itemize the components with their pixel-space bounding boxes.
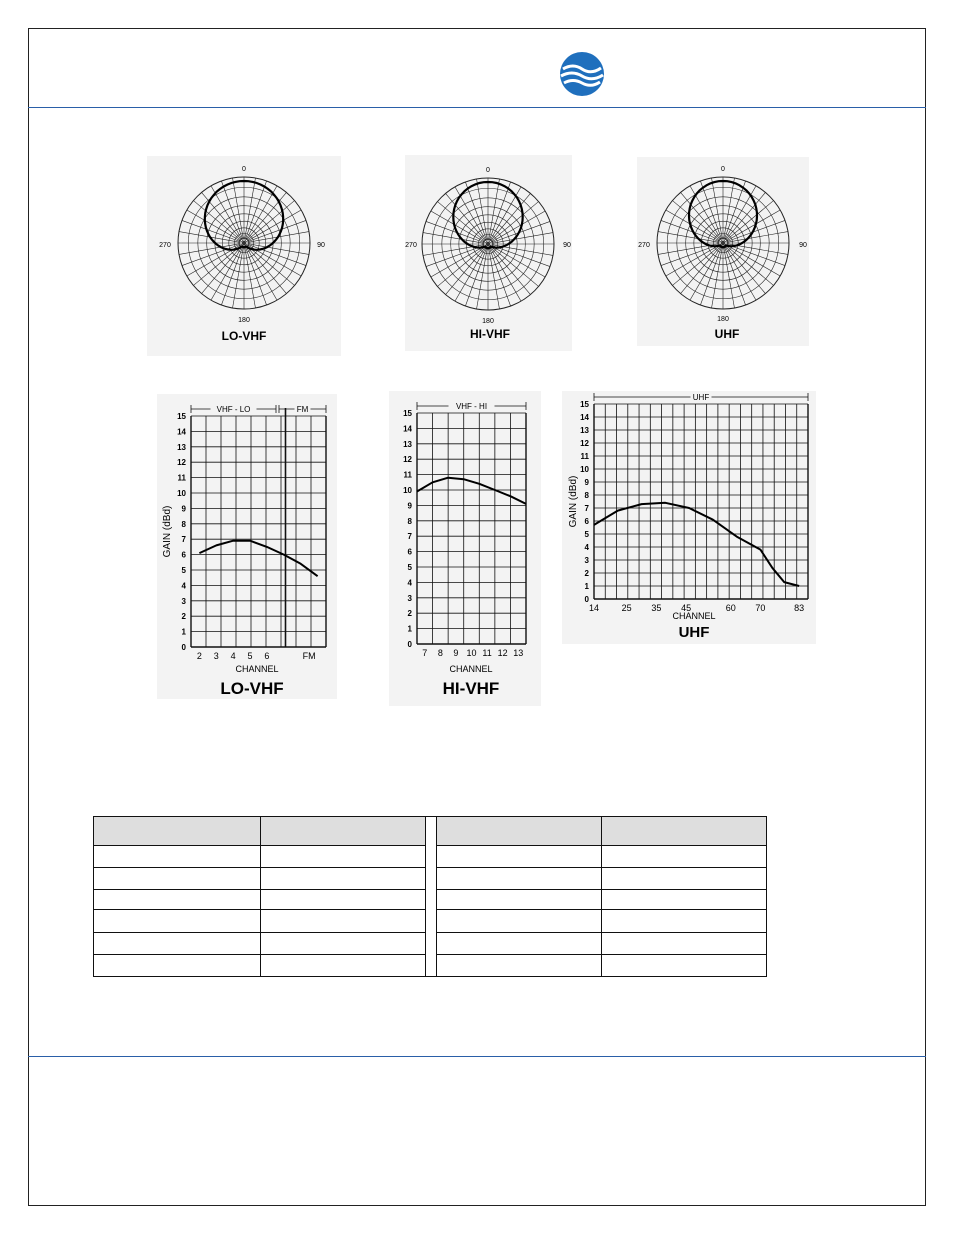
plot-grid: [417, 413, 526, 644]
company-logo: [559, 51, 605, 97]
x-tick-label: 7: [422, 648, 428, 658]
y-tick-label: 3: [584, 556, 589, 565]
x-tick-label: 83: [794, 603, 805, 613]
x-tick-label: 4: [230, 651, 236, 661]
spec-table: [93, 816, 767, 977]
x-axis-label: CHANNEL: [449, 664, 493, 674]
polar-west-label: 270: [405, 242, 417, 249]
polar-caption: LO-VHF: [221, 329, 267, 343]
y-tick-label: 5: [407, 563, 412, 572]
y-tick-label: 10: [580, 465, 589, 474]
gain-curve: [594, 503, 799, 586]
polar-north-label: 0: [721, 166, 725, 173]
x-axis-label: CHANNEL: [235, 664, 279, 674]
gain-svg: [562, 391, 816, 644]
polar-west-label: 270: [159, 242, 171, 249]
x-tick-label: 12: [497, 648, 508, 658]
gain-curve: [417, 478, 526, 504]
table-spacer: [426, 817, 437, 977]
plot-grid: [594, 404, 808, 599]
y-tick-label: 4: [181, 581, 186, 591]
table-cell: [261, 868, 426, 890]
table-cell: [602, 890, 767, 910]
gain-chart-hi-vhf: [389, 391, 541, 706]
y-tick-label: 6: [181, 550, 186, 560]
polar-south-label: 180: [482, 318, 494, 325]
y-tick-label: 1: [407, 624, 412, 634]
y-tick-label: 13: [580, 426, 589, 435]
band-label: VHF - HI: [455, 402, 488, 411]
polar-south-label: 180: [717, 316, 729, 323]
table-cell: [94, 910, 261, 933]
y-axis-label: GAIN (dBd): [162, 505, 173, 558]
chart-title: UHF: [678, 624, 710, 641]
table-cell: [602, 868, 767, 890]
y-tick-label: 8: [407, 516, 412, 526]
table-cell: [437, 890, 602, 910]
x-tick-label: 2: [196, 651, 202, 661]
y-tick-label: 7: [584, 504, 589, 513]
x-tick-label: 60: [725, 603, 736, 613]
y-tick-label: 10: [403, 486, 412, 495]
y-tick-label: 7: [181, 535, 186, 545]
y-tick-label: 1: [181, 627, 186, 637]
polar-svg: [637, 157, 809, 346]
y-tick-label: 0: [407, 640, 412, 649]
table-cell: [602, 955, 767, 977]
x-tick-label: 11: [482, 648, 492, 658]
table-cell: [261, 933, 426, 955]
band-label: FM: [296, 405, 309, 414]
polar-chart-uhf: [637, 157, 809, 346]
x-tick-label: 14: [588, 603, 600, 613]
y-tick-label: 11: [177, 473, 186, 483]
table-cell: [94, 933, 261, 955]
table-cell: [94, 955, 261, 977]
y-tick-label: 15: [580, 400, 589, 409]
chart-title: LO-VHF: [220, 679, 284, 698]
y-tick-label: 14: [403, 424, 412, 434]
table-cell: [602, 910, 767, 933]
table-cell: [94, 890, 261, 910]
y-tick-label: 15: [403, 409, 412, 418]
y-tick-label: 0: [181, 643, 186, 652]
gain-svg: [157, 394, 337, 699]
gain-svg: [389, 391, 541, 706]
x-tick-label: 10: [466, 648, 477, 658]
y-tick-label: 9: [584, 478, 589, 487]
band-label: VHF - LO: [216, 405, 251, 414]
x-tick-label: 70: [755, 603, 766, 613]
x-tick-label: 13: [513, 648, 524, 658]
table-cell: [261, 910, 426, 933]
x-tick-label: FM: [302, 651, 316, 661]
x-tick-label: 35: [651, 603, 662, 613]
y-tick-label: 6: [407, 547, 412, 557]
polar-north-label: 0: [242, 166, 246, 173]
table-cell: [94, 868, 261, 890]
gain-chart-uhf: [562, 391, 816, 644]
y-tick-label: 8: [181, 519, 186, 529]
table-header-cell: [261, 817, 426, 846]
polar-east-label: 90: [799, 242, 807, 249]
y-tick-label: 5: [181, 566, 186, 575]
y-tick-label: 13: [403, 439, 412, 449]
polar-chart-lo-vhf: [147, 156, 341, 356]
plot-grid: [191, 416, 326, 647]
table-cell: [261, 955, 426, 977]
x-tick-label: 8: [437, 648, 443, 658]
polar-north-label: 0: [486, 167, 490, 174]
y-tick-label: 12: [580, 439, 589, 448]
x-axis-label: CHANNEL: [672, 611, 716, 621]
x-tick-label: 45: [681, 603, 692, 613]
y-tick-label: 6: [584, 517, 589, 526]
table-cell: [437, 868, 602, 890]
polar-east-label: 90: [317, 242, 325, 249]
footer-divider: [28, 1056, 926, 1057]
polar-svg: [405, 155, 572, 351]
y-tick-label: 7: [407, 532, 412, 542]
y-tick-label: 2: [584, 569, 589, 578]
table-cell: [437, 910, 602, 933]
y-tick-label: 4: [407, 578, 412, 588]
polar-caption: HI-VHF: [470, 327, 510, 341]
y-tick-label: 0: [584, 595, 589, 604]
y-tick-label: 2: [181, 612, 186, 622]
y-tick-label: 11: [580, 452, 589, 461]
polar-svg: [147, 156, 341, 356]
table-cell: [602, 846, 767, 868]
table-cell: [94, 846, 261, 868]
x-tick-label: 9: [453, 648, 459, 658]
y-tick-label: 9: [181, 504, 186, 514]
y-tick-label: 8: [584, 491, 589, 500]
table-cell: [437, 955, 602, 977]
polar-east-label: 90: [563, 242, 571, 249]
table-cell: [261, 890, 426, 910]
polar-west-label: 270: [638, 242, 650, 249]
chart-title: HI-VHF: [442, 679, 500, 698]
y-tick-label: 14: [580, 413, 589, 422]
x-tick-label: 5: [247, 651, 253, 661]
table-header-cell: [94, 817, 261, 846]
gain-curve: [199, 541, 317, 577]
y-tick-label: 12: [177, 458, 186, 468]
table-cell: [261, 846, 426, 868]
y-tick-label: 2: [407, 609, 412, 619]
y-tick-label: 14: [177, 427, 186, 437]
polar-chart-hi-vhf: [405, 155, 572, 351]
y-tick-label: 3: [181, 596, 186, 606]
y-tick-label: 9: [407, 501, 412, 511]
x-tick-label: 6: [264, 651, 270, 661]
y-axis-label: GAIN (dBd): [568, 475, 579, 528]
gain-chart-lo-vhf: [157, 394, 337, 699]
band-label: UHF: [692, 393, 710, 402]
x-tick-label: 3: [213, 651, 219, 661]
y-tick-label: 1: [584, 582, 589, 591]
y-tick-label: 13: [177, 442, 186, 452]
table-cell: [602, 933, 767, 955]
y-tick-label: 3: [407, 593, 412, 603]
polar-caption: UHF: [714, 327, 740, 341]
table-header-cell: [602, 817, 767, 846]
polar-south-label: 180: [238, 317, 250, 324]
y-tick-label: 15: [177, 412, 186, 421]
y-tick-label: 10: [177, 489, 186, 498]
table-header-cell: [437, 817, 602, 846]
y-tick-label: 11: [403, 470, 412, 480]
header-divider: [28, 107, 926, 108]
y-tick-label: 12: [403, 455, 412, 465]
table-cell: [437, 846, 602, 868]
x-tick-label: 25: [621, 603, 632, 613]
y-tick-label: 5: [584, 530, 589, 539]
table-cell: [437, 933, 602, 955]
y-tick-label: 4: [584, 543, 589, 552]
